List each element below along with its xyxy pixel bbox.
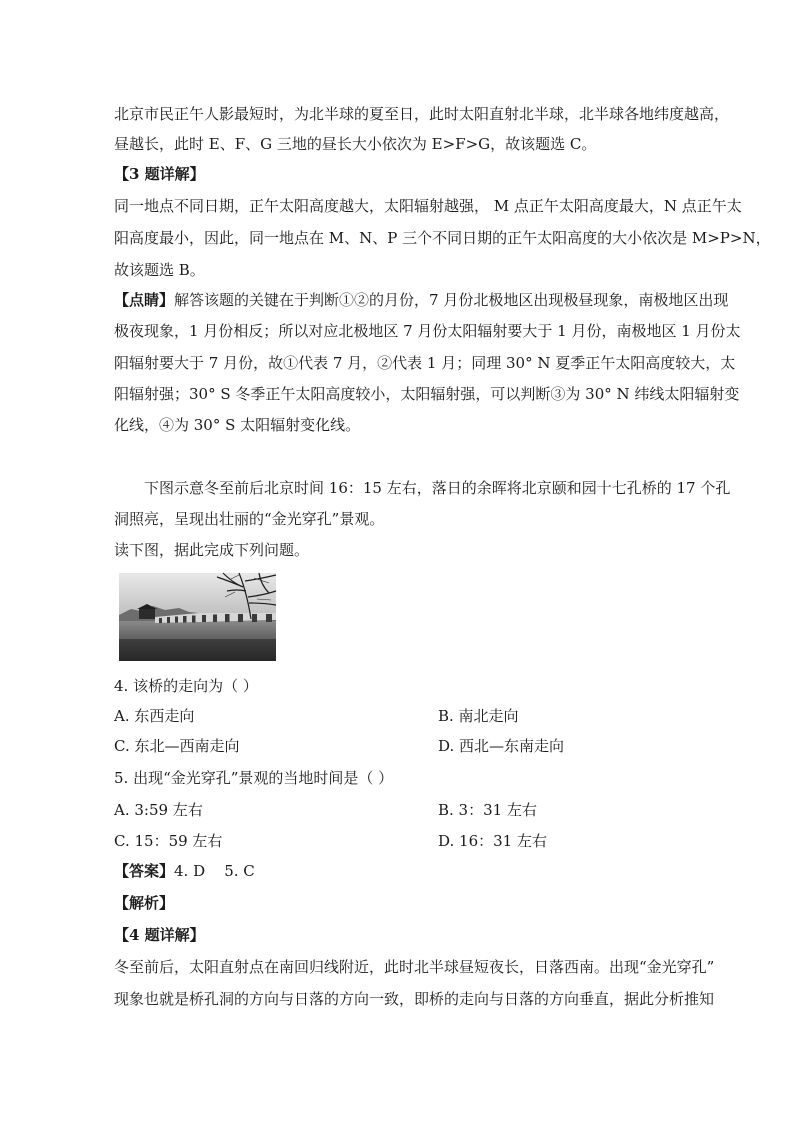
q5-option-d: D. 16：31 左右 (438, 832, 547, 850)
key-point-label: 【点睛】 (114, 291, 175, 309)
intro-line: 读下图，据此完成下列问题。 (114, 541, 310, 559)
q4-option-b: B. 南北走向 (438, 707, 519, 725)
intro-line: 洞照亮，呈现出壮丽的“金光穿孔”景观。 (114, 510, 385, 528)
text-line: 同一地点不同日期，正午太阳高度越大，太阳辐射越强， M 点正午太阳高度最大，N 点正午太 (114, 197, 742, 215)
bridge-photo-graphic (119, 573, 276, 661)
text-line: 解答该题的关键在于判断①②的月份，7 月份北极地区出现极昼现象，南极地区出现 (174, 291, 729, 309)
answer-label: 【答案】 (114, 862, 175, 880)
text-line: 化线，④为 30° S 太阳辐射变化线。 (114, 416, 361, 434)
q4-option-a: A. 东西走向 (114, 707, 195, 725)
section-heading: 【4 题详解】 (114, 926, 205, 944)
q4-option-c: C. 东北—西南走向 (114, 737, 240, 755)
q5-option-c: C. 15：59 左右 (114, 832, 223, 850)
bridge-photo (119, 573, 276, 661)
text-line: 阳辐射要大于 7 月份，故①代表 7 月，②代表 1 月；同理 30° N 夏季正午太阳高度较大，太 (114, 354, 736, 372)
question-4-stem: 4. 该桥的走向为（ ） (114, 677, 258, 695)
text-line: 极夜现象，1 月份相反；所以对应北极地区 7 月份太阳辐射要大于 1 月份，南极地区 1 月份太 (114, 322, 741, 340)
text-line: 阳辐射强；30° S 冬季正午太阳高度较小，太阳辐射强，可以判断③为 30° N 纬线太阳辐射变 (114, 385, 740, 403)
text-line: 阳高度最小，因此，同一地点在 M、N、P 三个不同日期的正午太阳高度的大小依次是 M>P>N， (114, 229, 771, 247)
text-line: 故该题选 B。 (114, 261, 205, 279)
answer-text: 4. D 5. C (174, 862, 255, 880)
text-line: 北京市民正午人影最短时，为北半球的夏至日，此时太阳直射北半球，北半球各地纬度越高， (114, 105, 730, 123)
question-5-stem: 5. 出现“金光穿孔”景观的当地时间是（ ） (114, 769, 394, 787)
q5-option-a: A. 3:59 左右 (114, 801, 203, 819)
q5-option-b: B. 3：31 左右 (438, 801, 537, 819)
section-heading: 【3 题详解】 (114, 165, 205, 183)
text-line: 昼越长，此时 E、F、G 三地的昼长大小依次为 E>F>G，故该题选 C。 (114, 135, 597, 153)
text-line: 冬至前后，太阳直射点在南回归线附近，此时北半球昼短夜长，日落西南。出现“金光穿孔” (114, 958, 715, 976)
analysis-label: 【解析】 (114, 894, 175, 912)
text-line: 现象也就是桥孔洞的方向与日落的方向一致，即桥的走向与日落的方向垂直，据此分析推知 (114, 990, 715, 1008)
key-point-paragraph (114, 290, 729, 310)
intro-line: 下图示意冬至前后北京时间 16：15 左右，落日的余晖将北京颐和园十七孔桥的 17 个孔 (144, 479, 731, 497)
q4-option-d: D. 西北—东南走向 (438, 737, 565, 755)
answer-line (114, 861, 684, 881)
